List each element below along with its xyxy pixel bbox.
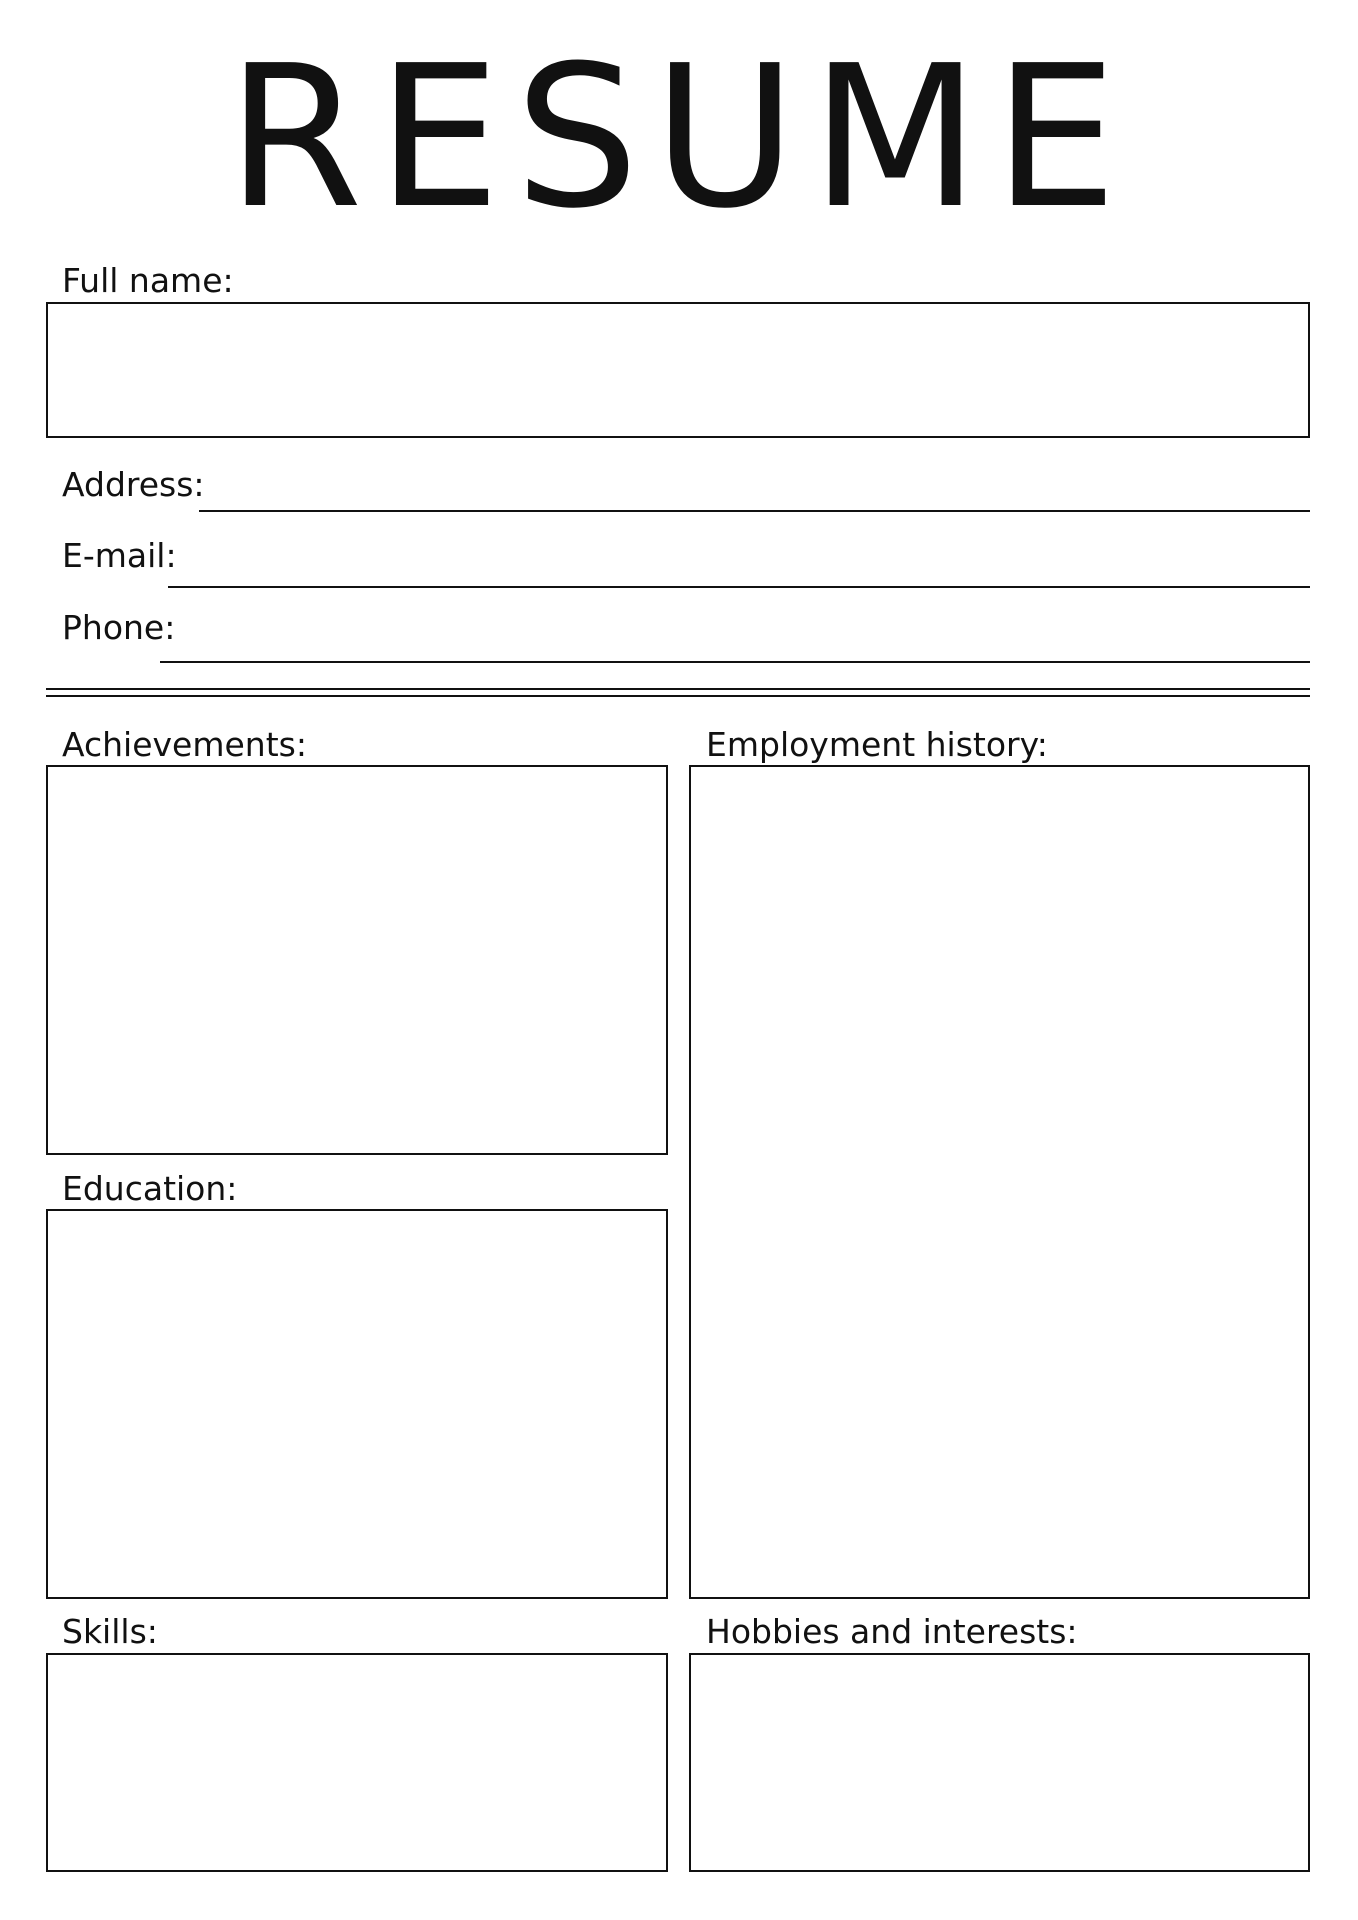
- address-label: Address:: [62, 465, 205, 504]
- skills-box[interactable]: [46, 1653, 668, 1872]
- divider-top: [46, 688, 1310, 690]
- phone-line[interactable]: [160, 661, 1310, 663]
- email-label: E-mail:: [62, 536, 177, 575]
- page-title: RESUME: [226, 24, 1132, 252]
- phone-label: Phone:: [62, 608, 176, 647]
- education-label: Education:: [62, 1169, 238, 1208]
- education-box[interactable]: [46, 1209, 668, 1599]
- employment-history-box[interactable]: [689, 765, 1310, 1599]
- hobbies-box[interactable]: [689, 1653, 1310, 1872]
- full-name-label: Full name:: [62, 261, 234, 300]
- skills-label: Skills:: [62, 1612, 158, 1651]
- address-line[interactable]: [199, 510, 1310, 512]
- full-name-box[interactable]: [46, 302, 1310, 438]
- achievements-box[interactable]: [46, 765, 668, 1155]
- achievements-label: Achievements:: [62, 725, 307, 764]
- email-line[interactable]: [168, 586, 1310, 588]
- divider-bottom: [46, 695, 1310, 697]
- employment-history-label: Employment history:: [706, 725, 1048, 764]
- hobbies-label: Hobbies and interests:: [706, 1612, 1078, 1651]
